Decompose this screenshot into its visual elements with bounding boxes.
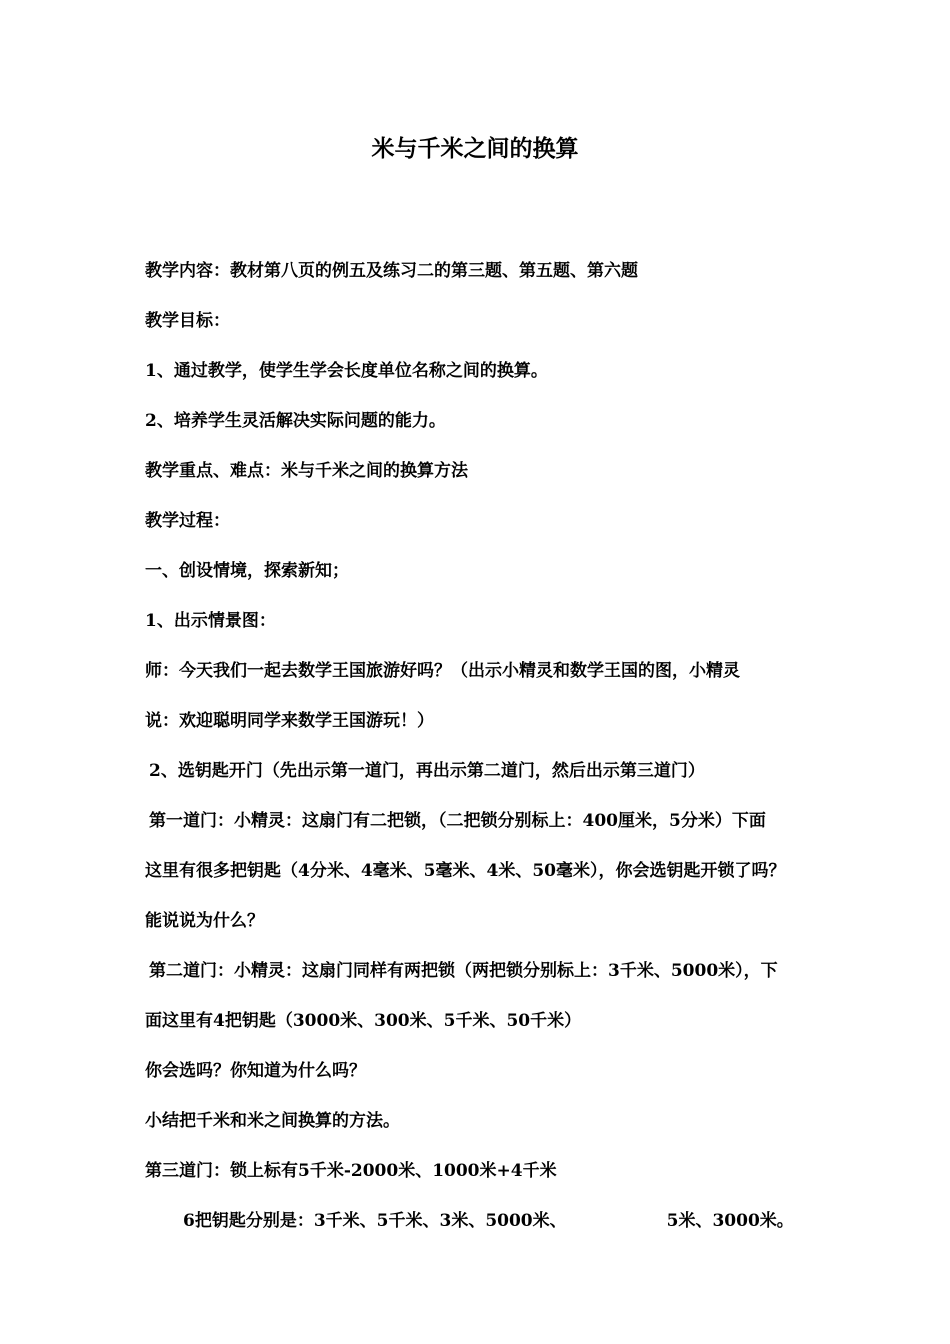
- door-2-line-1: 第二道门：小精灵：这扇门同样有两把锁（两把锁分别标上：3千米、5000米），下: [149, 961, 778, 981]
- door-2-line-2: 面这里有4把钥匙（3000米、300米、5千米、50千米）: [145, 1011, 582, 1031]
- key-points-line: 教学重点、难点：米与千米之间的换算方法: [145, 461, 468, 481]
- step-2-line: 2、选钥匙开门（先出示第一道门，再出示第二道门，然后出示第三道门）: [149, 761, 705, 781]
- summary-line: 小结把千米和米之间换算的方法。: [145, 1111, 400, 1131]
- keys-list-part-1: 6把钥匙分别是：3千米、5千米、3米、5000米、: [183, 1211, 567, 1231]
- document-title: 米与千米之间的换算: [371, 135, 579, 162]
- teaching-goals-heading: 教学目标：: [145, 311, 230, 331]
- door-3-line-2: [145, 1196, 835, 1246]
- teaching-content-line: 教学内容：教材第八页的例五及练习二的第三题、第五题、第六题: [145, 261, 638, 281]
- goal-2-line: 2、培养学生灵活解决实际问题的能力。: [145, 411, 446, 431]
- goal-1-line: 1、通过教学，使学生学会长度单位名称之间的换算。: [145, 361, 548, 381]
- door-1-line-1: 第一道门：小精灵：这扇门有二把锁，（二把锁分别标上：400厘米，5分米）下面: [149, 811, 766, 831]
- teacher-line-2: 说：欢迎聪明同学来数学王国游玩！）: [145, 711, 434, 731]
- door-3-line-1: 第三道门：锁上标有5千米-2000米、1000米+4千米: [145, 1161, 557, 1181]
- door-1-line-3: 能说说为什么？: [145, 911, 264, 931]
- teaching-process-heading: 教学过程：: [145, 511, 230, 531]
- step-1-line: 1、出示情景图：: [145, 611, 276, 631]
- teacher-line-1: 师：今天我们一起去数学王国旅游好吗？（出示小精灵和数学王国的图，小精灵: [145, 661, 740, 681]
- document-body: [145, 246, 835, 1246]
- door-1-line-2: 这里有很多把钥匙（4分米、4毫米、5毫米、4米、50毫米），你会选钥匙开锁了吗？: [145, 861, 786, 881]
- door-2-line-3: 你会选吗？你知道为什么吗？: [145, 1061, 366, 1081]
- section-1-heading: 一、创设情境，探索新知；: [145, 561, 349, 581]
- keys-list-part-2: 5米、3000米。: [666, 1211, 794, 1231]
